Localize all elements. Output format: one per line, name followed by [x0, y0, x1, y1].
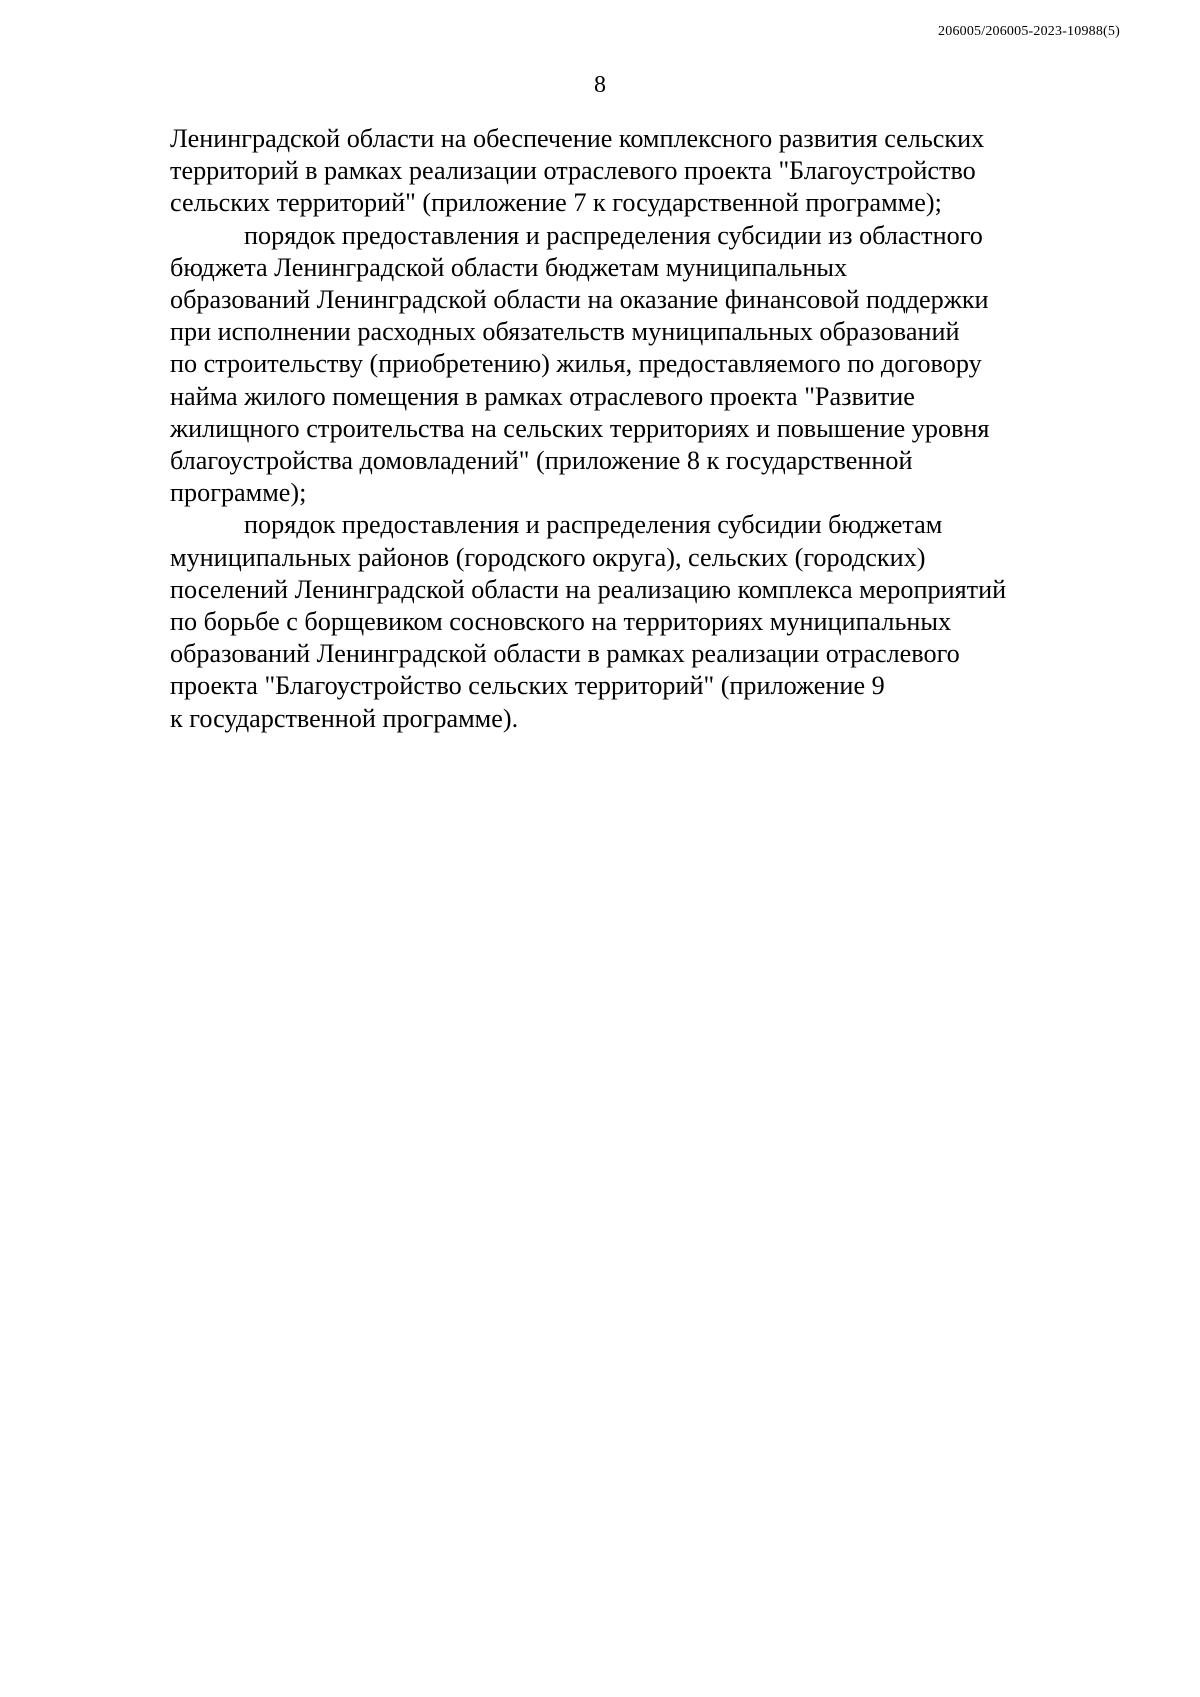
text-line: территорий в рамках реализации отраслевого проекта "Благоустройство [170, 156, 976, 186]
text-line: по борьбе с борщевиком сосновского на территориях муниципальных [170, 607, 952, 637]
text-line: проекта "Благоустройство сельских территорий" (приложение 9 [170, 671, 885, 701]
text-line: сельских территорий" (приложение 7 к государственной программе); [170, 188, 942, 218]
text-line: найма жилого помещения в рамках отраслевого проекта "Развитие [170, 381, 915, 411]
paragraph-continuation [170, 123, 1077, 220]
text-line: жилищного строительства на сельских территориях и повышение уровня [170, 413, 990, 443]
text-line: бюджета Ленинградской области бюджетам муниципальных [170, 252, 848, 282]
document-body [170, 123, 1077, 735]
text-line: при исполнении расходных обязательств муниципальных образований [170, 317, 960, 347]
text-line: к государственной программе). [170, 703, 519, 733]
text-line: порядок предоставления и распределения субсидии из областного [244, 220, 983, 250]
text-line: порядок предоставления и распределения субсидии бюджетам [244, 510, 943, 540]
text-line: образований Ленинградской области на оказание финансовой поддержки [170, 285, 989, 315]
text-line: по строительству (приобретению) жилья, предоставляемого по договору [170, 349, 982, 379]
paragraph-subsidy-housing [170, 220, 1077, 510]
text-line: программе); [170, 478, 307, 508]
document-id: 206005/206005-2023-10988(5) [938, 24, 1120, 39]
text-line: Ленинградской области на обеспечение комплексного развития сельских [170, 124, 985, 153]
text-line: благоустройства домовладений" (приложение 8 к государственной [170, 446, 913, 476]
paragraph-subsidy-hogweed [170, 509, 1077, 734]
page-number: 8 [594, 72, 606, 98]
text-line: муниципальных районов (городского округа), сельских (городских) [170, 542, 926, 572]
text-line: поселений Ленинградской области на реализацию комплекса мероприятий [170, 574, 1007, 604]
text-line: образований Ленинградской области в рамках реализации отраслевого [170, 639, 960, 669]
